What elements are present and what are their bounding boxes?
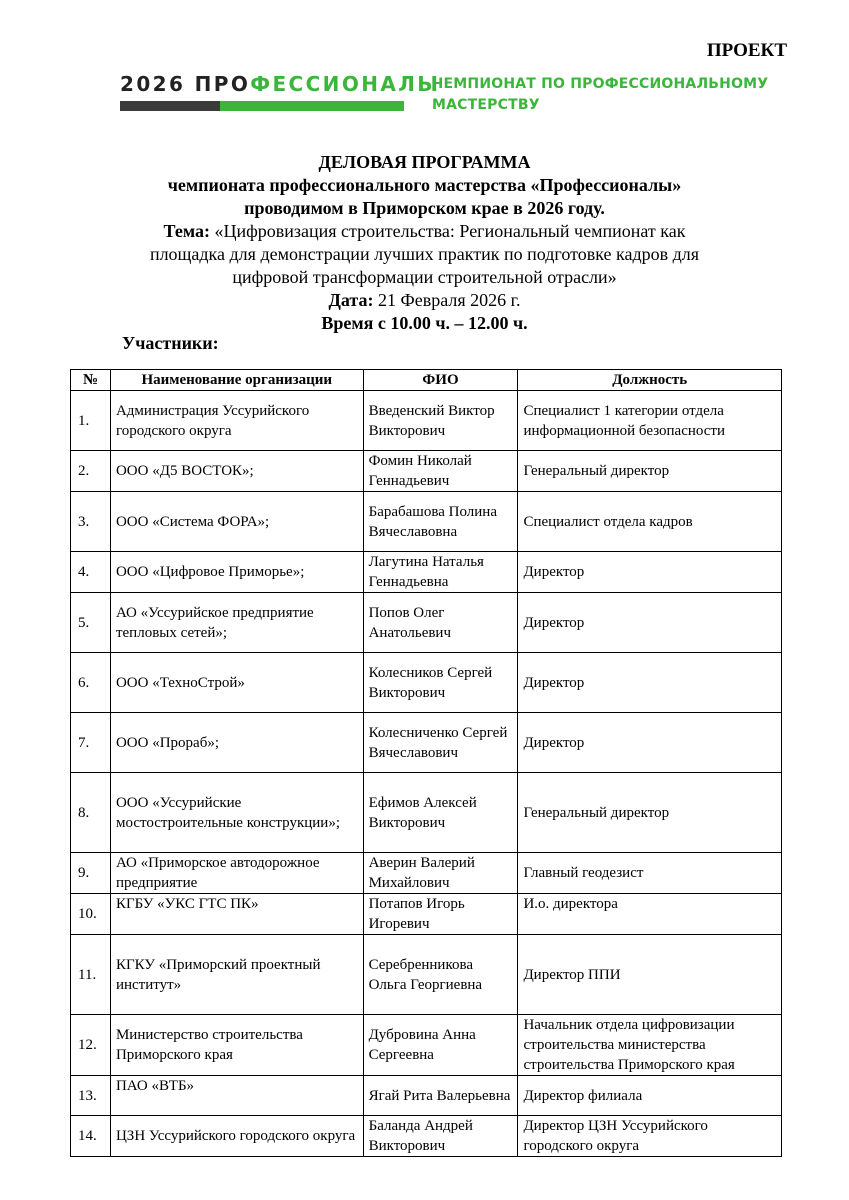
row-position: Директор филиала (518, 1076, 782, 1116)
row-org: ЦЗН Уссурийского городского округа (110, 1116, 363, 1157)
header-num: № (71, 370, 111, 391)
row-num: 10. (71, 894, 111, 935)
row-position: Директор (518, 713, 782, 773)
table-row (71, 894, 782, 935)
row-position: Главный геодезист (518, 853, 782, 894)
row-num: 12. (71, 1015, 111, 1076)
table-row (71, 552, 782, 593)
participants-label: Участники: (122, 333, 219, 353)
table-row (71, 593, 782, 653)
championship-logo (120, 72, 441, 112)
logo-year: 2026 ПРО (120, 72, 251, 96)
row-fio: Аверин Валерий Михайлович (363, 853, 518, 894)
row-org: ООО «ТехноСтрой» (110, 653, 363, 713)
program-heading (60, 151, 789, 335)
row-fio: Ефимов Алексей Викторович (363, 773, 518, 853)
table-row (71, 492, 782, 552)
table-row (71, 391, 782, 451)
logo-green-bar (220, 101, 404, 111)
logo-underline (120, 98, 404, 112)
row-num: 2. (71, 451, 111, 492)
table-row (71, 713, 782, 773)
row-num: 1. (71, 391, 111, 451)
project-label: ПРОЕКТ (706, 40, 787, 61)
row-position: Специалист 1 категории отдела информационной безопасности (518, 391, 782, 451)
row-num: 8. (71, 773, 111, 853)
header-organization: Наименование организации (110, 370, 363, 391)
row-position: И.о. директора (518, 894, 782, 935)
row-fio: Барабашова Полина Вячеславовна (363, 492, 518, 552)
date-line (60, 289, 789, 312)
row-fio: Баланда Андрей Викторович (363, 1116, 518, 1157)
row-position: Директор (518, 593, 782, 653)
date-value: 21 Февраля 2026 г. (373, 290, 521, 310)
row-org: АО «Приморское автодорожное предприятие (110, 853, 363, 894)
row-num: 7. (71, 713, 111, 773)
row-fio: Потапов Игорь Игоревич (363, 894, 518, 935)
row-num: 3. (71, 492, 111, 552)
row-fio: Фомин Николай Геннадьевич (363, 451, 518, 492)
row-org: КГКУ «Приморский проектный институт» (110, 935, 363, 1015)
row-position: Директор ППИ (518, 935, 782, 1015)
row-fio: Колесников Сергей Викторович (363, 653, 518, 713)
table-row (71, 773, 782, 853)
row-num: 6. (71, 653, 111, 713)
row-org: ООО «Цифровое Приморье»; (110, 552, 363, 593)
header-position: Должность (518, 370, 782, 391)
row-org: КГБУ «УКС ГТС ПК» (110, 894, 363, 935)
topic-line-3: цифровой трансформации строительной отрасли» (232, 267, 617, 287)
row-num: 4. (71, 552, 111, 593)
table-row (71, 1116, 782, 1157)
subtitle-line-1: ЧЕМПИОНАТ ПО ПРОФЕССИОНАЛЬНОМУ (432, 76, 769, 92)
row-num: 11. (71, 935, 111, 1015)
row-fio: Попов Олег Анатольевич (363, 593, 518, 653)
participants-table (70, 369, 782, 1157)
row-position: Генеральный директор (518, 451, 782, 492)
date-label: Дата: (328, 290, 374, 310)
table-row (71, 1015, 782, 1076)
header-fio: ФИО (363, 370, 518, 391)
row-org: ООО «Прораб»; (110, 713, 363, 773)
table-header-row (71, 370, 782, 391)
row-position: Директор ЦЗН Уссурийского городского округа (518, 1116, 782, 1157)
table-row (71, 653, 782, 713)
row-num: 13. (71, 1076, 111, 1116)
row-fio: Дубровина Анна Сергеевна (363, 1015, 518, 1076)
time-line: Время с 10.00 ч. – 12.00 ч. (321, 313, 528, 333)
topic-label: Тема: (163, 221, 210, 241)
row-org: ООО «Д5 ВОСТОК»; (110, 451, 363, 492)
championship-subtitle (432, 74, 768, 116)
row-fio: Лагутина Наталья Геннадьевна (363, 552, 518, 593)
row-position: Директор (518, 653, 782, 713)
row-position: Специалист отдела кадров (518, 492, 782, 552)
row-fio: Колесниченко Сергей Вячеславович (363, 713, 518, 773)
table-row (71, 853, 782, 894)
row-org: Администрация Уссурийского городского округа (110, 391, 363, 451)
topic-line-1 (60, 220, 789, 243)
row-position: Начальник отдела цифровизации строительства министерства строительства Приморского края (518, 1015, 782, 1076)
row-org: АО «Уссурийское предприятие тепловых сетей»; (110, 593, 363, 653)
row-org: ООО «Система ФОРА»; (110, 492, 363, 552)
row-org: ПАО «ВТБ» (110, 1076, 363, 1116)
row-position: Директор (518, 552, 782, 593)
row-fio: Ягай Рита Валерьевна (363, 1076, 518, 1116)
subtitle-line-2: МАСТЕРСТВУ (432, 97, 540, 113)
topic-line-2: площадка для демонстрации лучших практик по подготовке кадров для (149, 244, 700, 264)
logo-word: ФЕССИОНАЛЫ (250, 72, 441, 96)
logo-wordmark (120, 72, 441, 96)
row-fio: Серебренникова Ольга Георгиевна (363, 935, 518, 1015)
row-org: ООО «Уссурийские мостостроительные конструкции»; (110, 773, 363, 853)
row-num: 5. (71, 593, 111, 653)
row-position: Генеральный директор (518, 773, 782, 853)
table-row (71, 935, 782, 1015)
program-subtitle-2: проводимом в Приморском крае в 2026 году. (244, 198, 605, 218)
program-title: ДЕЛОВАЯ ПРОГРАММА (318, 152, 531, 172)
row-fio: Введенский Виктор Викторович (363, 391, 518, 451)
row-org: Министерство строительства Приморского края (110, 1015, 363, 1076)
logo-dark-bar (120, 101, 220, 111)
program-subtitle-1: чемпионата профессионального мастерства «Профессионалы» (167, 175, 682, 195)
topic-text: «Цифровизация строительства: Региональный чемпионат как (209, 221, 686, 241)
table-row (71, 451, 782, 492)
row-num: 9. (71, 853, 111, 894)
row-num: 14. (71, 1116, 111, 1157)
table-row (71, 1076, 782, 1116)
